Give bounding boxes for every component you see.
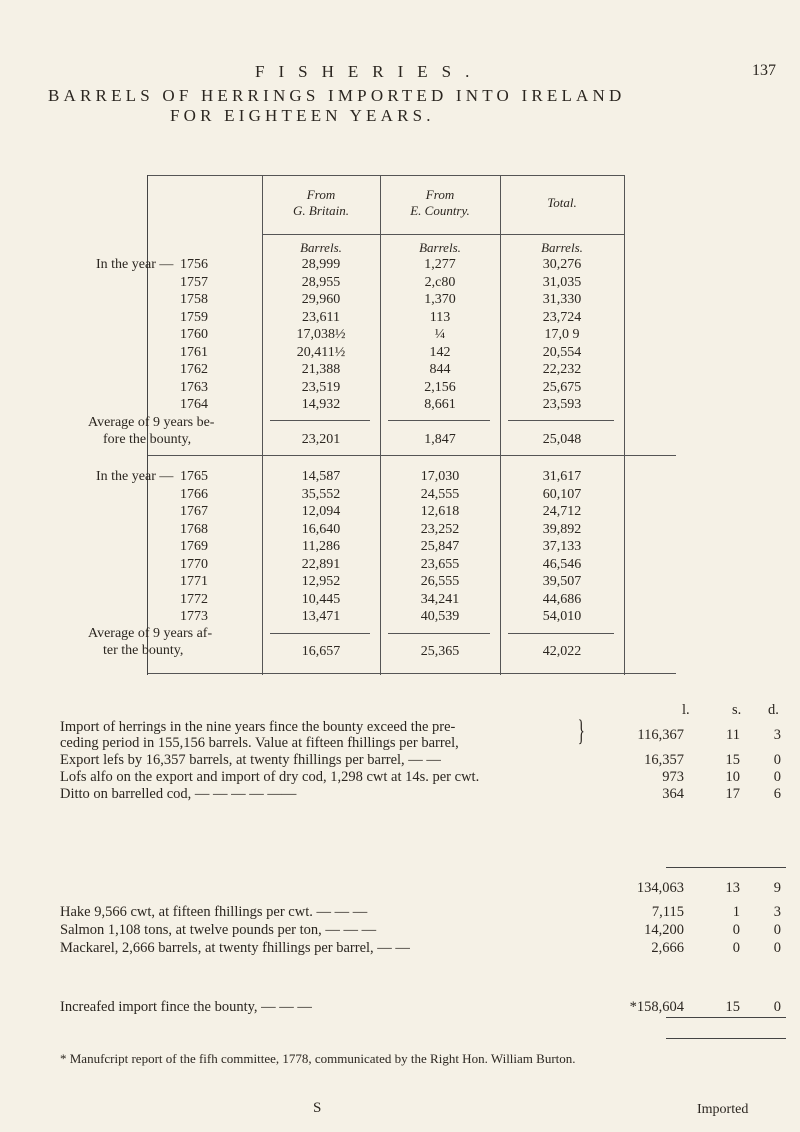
- cell-total: 25,675: [542, 379, 582, 395]
- cell-ec: 34,241: [420, 591, 460, 607]
- herring-import-table: [88, 175, 676, 675]
- period-prefix: In the year —: [96, 469, 174, 484]
- cell-gb: 23,519: [301, 379, 341, 395]
- catchword: Imported: [697, 1102, 749, 1117]
- cell-gb: 14,932: [301, 397, 341, 412]
- cell-ec: 23,655: [420, 556, 460, 572]
- cell-ec: 142: [429, 344, 451, 360]
- sum-rule: [508, 633, 614, 634]
- account-item-pounds: 364: [662, 786, 684, 802]
- cell-gb: 28,999: [301, 257, 341, 272]
- sum-rule: [270, 633, 370, 634]
- cell-ec: 2,c80: [424, 274, 456, 290]
- total-amount-pence: 0: [773, 999, 781, 1015]
- avg-total: 42,022: [542, 644, 582, 659]
- unit-label: Barrels.: [541, 240, 583, 255]
- cell-total: 39,507: [542, 574, 582, 589]
- year-label: 1773: [180, 609, 208, 624]
- cell-ec: 113: [429, 309, 451, 325]
- cell-ec: 12,618: [420, 504, 460, 519]
- cell-total: 39,892: [542, 521, 582, 537]
- page-number: 137: [752, 62, 776, 79]
- cell-gb: 22,891: [301, 556, 341, 572]
- cell-total: 46,546: [542, 556, 582, 572]
- import-line: ceding period in 155,156 barrels. Value at fifteen fhillings per barrel,: [60, 735, 459, 751]
- cell-gb: 12,094: [301, 504, 341, 519]
- year-label: 1761: [180, 344, 208, 360]
- total-amount-shillings: 15: [725, 999, 740, 1015]
- cell-gb: 11,286: [302, 539, 340, 554]
- unit-label: Barrels.: [300, 240, 342, 255]
- cell-gb: 12,952: [301, 574, 341, 589]
- account-item-pence: 6: [773, 786, 781, 802]
- cell-ec: ¼: [434, 327, 446, 342]
- cell-gb: 20,411½: [296, 344, 346, 360]
- table-title-line2: FOR EIGHTEEN YEARS.: [170, 106, 435, 125]
- account-item-shillings: 17: [725, 786, 740, 802]
- import-amount-shillings: 11: [726, 727, 740, 743]
- cell-ec: 844: [429, 362, 451, 377]
- cell-ec: 26,555: [420, 574, 460, 589]
- section-rule: [148, 455, 676, 456]
- cell-total: 24,712: [542, 504, 582, 519]
- cell-total: 37,133: [542, 539, 582, 554]
- table-title-line1: BARRELS OF HERRINGS IMPORTED INTO IRELAND: [48, 86, 626, 105]
- cell-total: 17,0 9: [544, 327, 580, 342]
- avg-total: 25,048: [542, 432, 582, 447]
- account-item-shillings: 1: [732, 904, 740, 920]
- account-item-shillings: 10: [725, 769, 740, 785]
- unit-label: Barrels.: [419, 240, 461, 255]
- year-label: 1769: [180, 539, 208, 554]
- sum-rule: [666, 867, 786, 868]
- cell-total: 31,330: [542, 292, 582, 307]
- sum-rule: [388, 420, 490, 421]
- running-title: FISHERIES.: [255, 62, 484, 81]
- account-item-shillings: 15: [725, 752, 740, 768]
- average-label: ter the bounty,: [103, 643, 184, 658]
- account-item: Export lefs by 16,357 barrels, at twenty fhillings per barrel, — —: [60, 752, 441, 768]
- total-label: Increafed import fince the bounty, — — —: [60, 999, 312, 1015]
- year-label: 1770: [180, 556, 208, 572]
- year-label: 1763: [180, 379, 208, 395]
- account-item: Salmon 1,108 tons, at twelve pounds per ton, — — —: [60, 922, 377, 938]
- column-header-total: Total.: [547, 195, 577, 210]
- cell-gb: 17,038½: [296, 327, 346, 342]
- sum-rule: [388, 633, 490, 634]
- cell-gb: 10,445: [301, 591, 341, 607]
- cell-ec: 1,277: [424, 257, 456, 272]
- period-prefix: In the year —: [96, 257, 174, 272]
- import-amount-pounds: 116,367: [637, 727, 684, 743]
- average-label: Average of 9 years be-: [88, 415, 215, 430]
- cell-gb: 28,955: [301, 274, 341, 290]
- import-amount-pence: 3: [773, 727, 781, 743]
- account-item: Mackarel, 2,666 barrels, at twenty fhillings per barrel, — —: [60, 940, 410, 956]
- account-item: Lofs alfo on the export and import of dry cod, 1,298 cwt at 14s. per cwt.: [60, 769, 480, 785]
- account-item: Hake 9,566 cwt, at fifteen fhillings per cwt. — — —: [60, 904, 368, 920]
- cell-gb: 14,587: [301, 469, 341, 484]
- year-label: 1757: [180, 274, 208, 290]
- cell-total: 23,724: [542, 309, 582, 325]
- year-label: 1764: [180, 397, 208, 412]
- bottom-rule: [148, 673, 676, 674]
- cell-ec: 8,661: [424, 397, 456, 412]
- avg-gb: 23,201: [301, 432, 341, 447]
- cell-total: 31,035: [542, 274, 582, 290]
- year-label: 1772: [180, 591, 208, 607]
- cell-gb: 21,388: [301, 362, 341, 377]
- cell-ec: 23,252: [420, 521, 460, 537]
- total-amount-pounds: *158,604: [629, 999, 684, 1015]
- import-line: Import of herrings in the nine years fince the bounty exceed the pre-: [60, 719, 456, 735]
- cell-gb: 29,960: [301, 292, 341, 307]
- account-item-pounds: 7,115: [651, 904, 684, 920]
- cell-gb: 13,471: [301, 609, 341, 624]
- cell-gb: 35,552: [301, 486, 341, 502]
- avg-ec: 1,847: [424, 432, 456, 447]
- cell-total: 23,593: [542, 397, 582, 412]
- column-header-gb: From G. Britain.: [293, 187, 349, 218]
- account-item-pence: 3: [773, 904, 781, 920]
- cell-ec: 25,847: [420, 539, 460, 554]
- account-item-pounds: 2,666: [651, 940, 684, 956]
- account-item-pounds: 16,357: [644, 752, 684, 768]
- cell-total: 20,554: [542, 344, 582, 360]
- account-item-shillings: 0: [732, 922, 740, 938]
- year-label: 1765: [180, 469, 208, 484]
- footnote: * Manufcript report of the fifh committee, 1778, communicated by the Right Hon. William Burton.: [60, 1051, 576, 1066]
- cell-gb: 16,640: [301, 521, 341, 537]
- account-item-pence: 0: [773, 922, 781, 938]
- subtotal-pence: 9: [773, 880, 781, 896]
- subtotal-pounds: 134,063: [636, 880, 684, 896]
- sum-rule: [666, 1017, 786, 1018]
- average-label: fore the bounty,: [103, 432, 192, 447]
- average-label: Average of 9 years af-: [88, 626, 213, 641]
- col-divider: [624, 175, 625, 675]
- cell-ec: 24,555: [420, 486, 460, 502]
- column-header-ec: From E. Country.: [410, 187, 470, 218]
- year-label: 1760: [180, 327, 208, 342]
- year-label: 1768: [180, 521, 208, 537]
- year-label: 1756: [180, 257, 208, 272]
- sum-rule: [270, 420, 370, 421]
- cell-ec: 40,539: [420, 609, 460, 624]
- sum-rule: [666, 1038, 786, 1039]
- year-label: 1767: [180, 504, 208, 519]
- sum-rule: [508, 420, 614, 421]
- year-label: 1762: [180, 362, 208, 377]
- avg-gb: 16,657: [301, 644, 341, 659]
- cell-ec: 17,030: [420, 469, 460, 484]
- avg-ec: 25,365: [420, 644, 460, 659]
- year-label: 1766: [180, 486, 208, 502]
- account-item-shillings: 0: [732, 940, 740, 956]
- brace: }: [577, 714, 585, 747]
- signature-mark: S: [313, 1100, 322, 1116]
- cell-total: 60,107: [542, 486, 582, 502]
- year-label: 1758: [180, 292, 208, 307]
- cell-total: 22,232: [542, 362, 582, 377]
- account-item-pence: 0: [773, 769, 781, 785]
- cell-ec: 1,370: [424, 292, 456, 307]
- account-item-pounds: 973: [662, 769, 684, 785]
- cell-ec: 2,156: [424, 379, 456, 395]
- header-rule: [262, 234, 624, 235]
- cell-total: 44,686: [542, 591, 582, 607]
- account-item-pence: 0: [773, 752, 781, 768]
- cell-total: 54,010: [542, 609, 582, 624]
- account-item: Ditto on barrelled cod, — — — — ——: [60, 786, 297, 802]
- account-item-pounds: 14,200: [644, 922, 684, 938]
- cell-gb: 23,611: [302, 309, 340, 325]
- top-rule: [148, 175, 624, 176]
- year-label: 1771: [180, 574, 208, 589]
- account-item-pence: 0: [773, 940, 781, 956]
- cell-total: 31,617: [542, 469, 582, 484]
- subtotal-shillings: 13: [725, 880, 740, 896]
- cell-total: 30,276: [542, 257, 582, 272]
- year-label: 1759: [180, 309, 208, 325]
